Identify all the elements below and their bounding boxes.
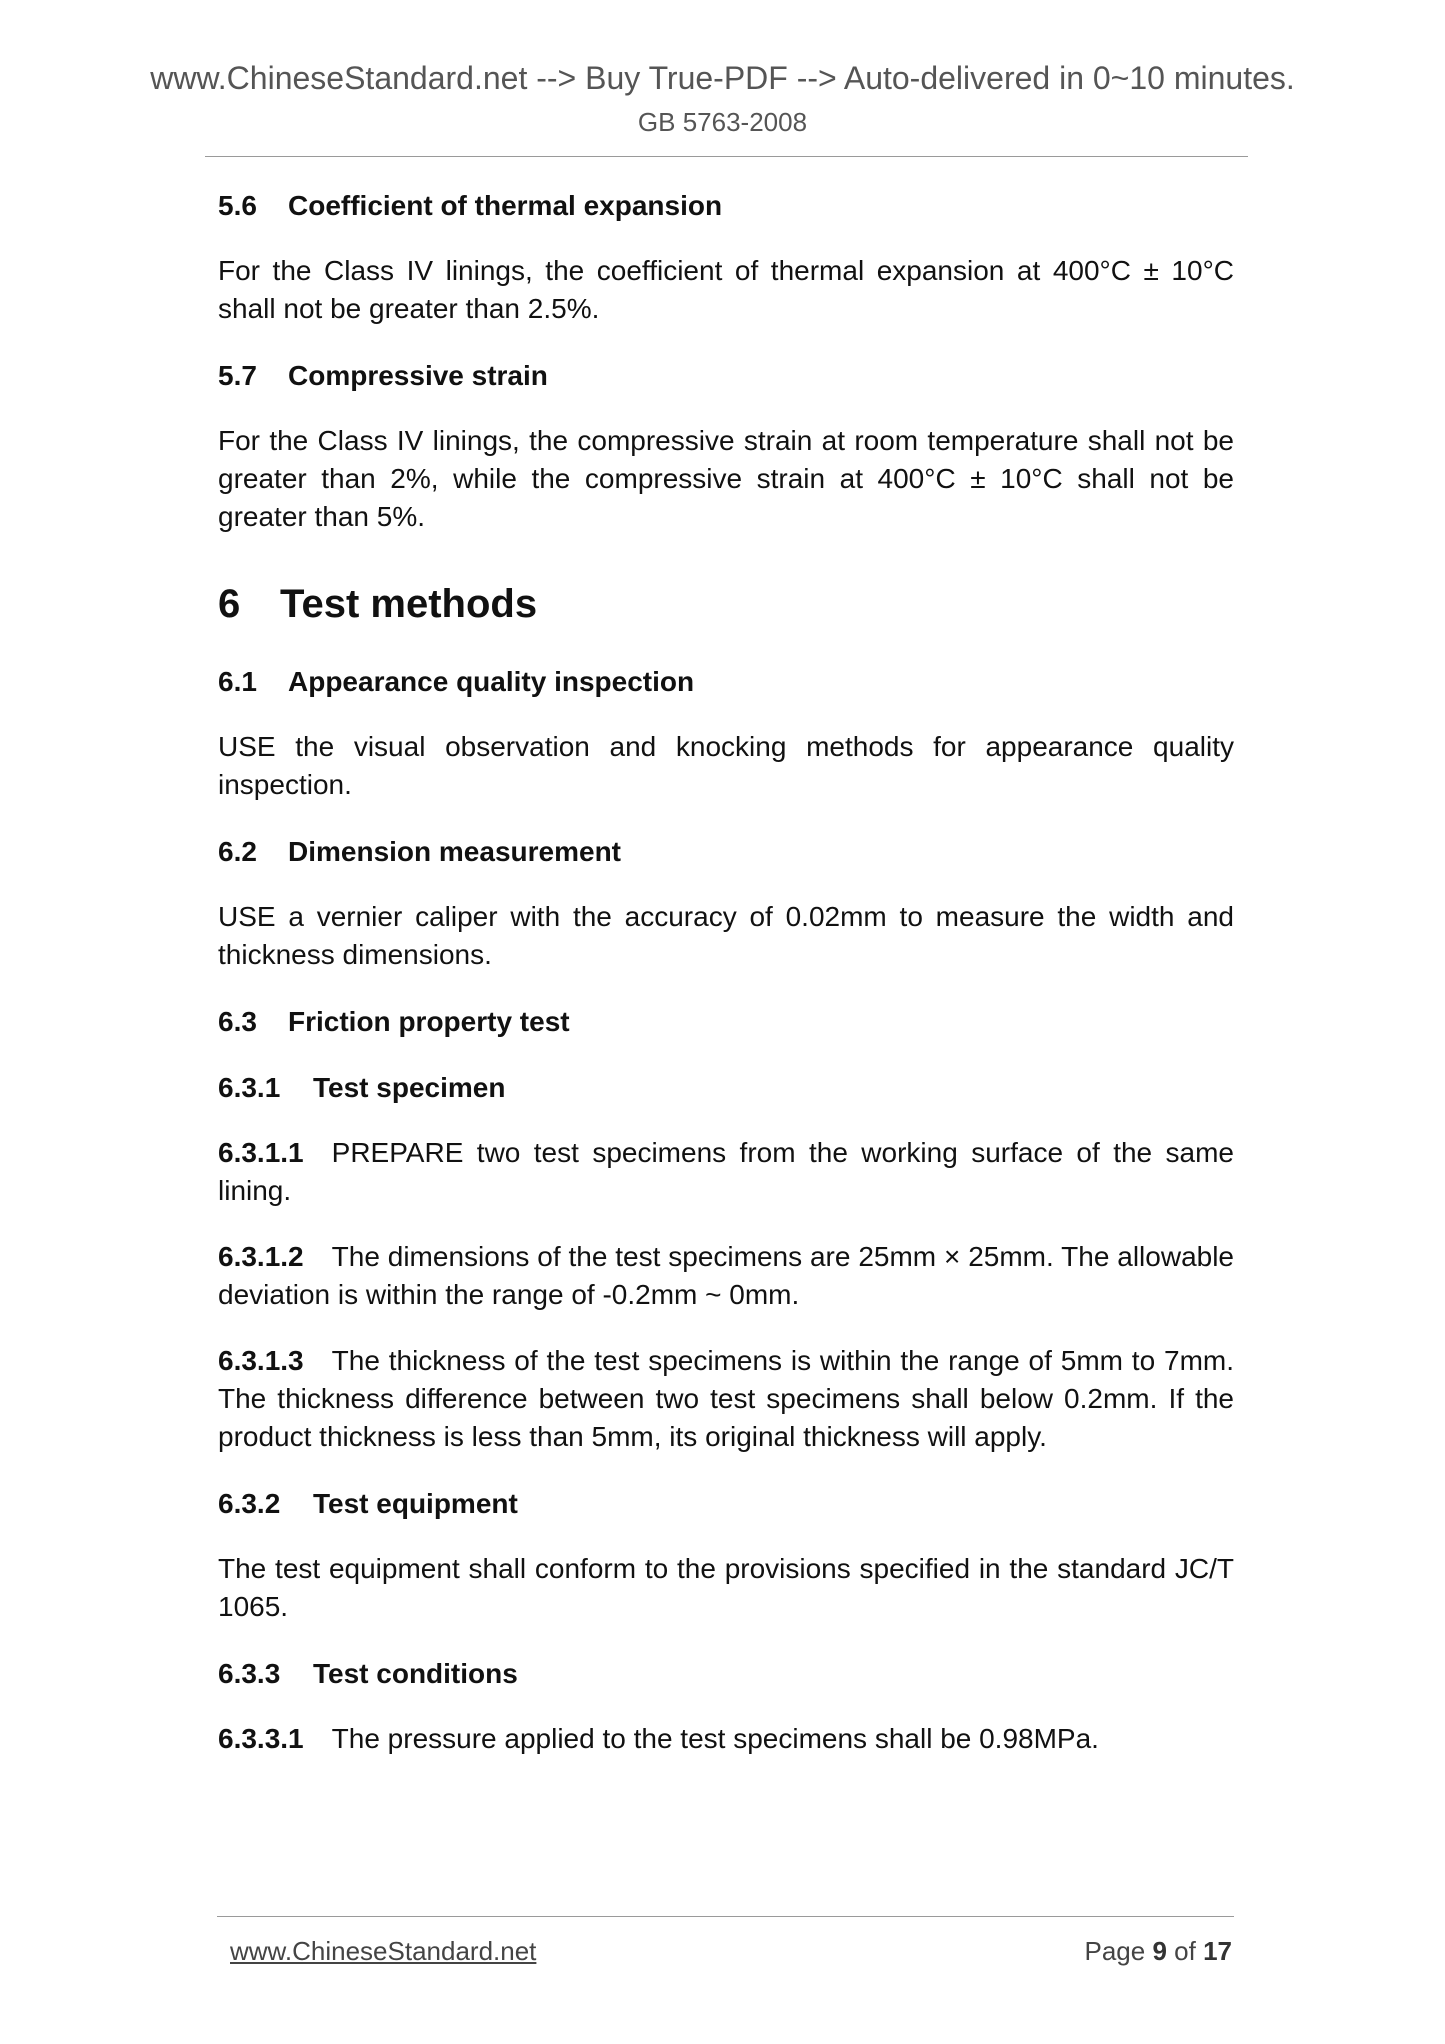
- section-number: 6.3: [218, 1006, 257, 1037]
- footer-divider: [217, 1916, 1234, 1917]
- paragraph-6-1: USE the visual observation and knocking methods for appearance quality inspection.: [218, 731, 1234, 800]
- page-word: Page: [1084, 1936, 1146, 1966]
- section-title: Friction property test: [288, 1006, 570, 1037]
- section-number: 5.7: [218, 360, 257, 391]
- clause-number: 6.3.1.3: [218, 1345, 304, 1376]
- section-heading-6-1: [218, 662, 1234, 702]
- chapter-heading-6: [218, 576, 1234, 632]
- page-of: of: [1174, 1936, 1196, 1966]
- footer-site-link[interactable]: www.ChineseStandard.net: [230, 1936, 537, 1966]
- clause-number: 6.3.1.1: [218, 1137, 304, 1168]
- section-title: Test conditions: [313, 1658, 518, 1689]
- paragraph-5-6: For the Class IV linings, the coefficient of thermal expansion at 400°C ± 10°C shall not be greater than 2.5%.: [218, 255, 1234, 324]
- paragraph-6-3-2: The test equipment shall conform to the provisions specified in the standard JC/T 1065.: [218, 1553, 1234, 1622]
- section-heading-6-2: [218, 832, 1234, 872]
- section-number: 6.2: [218, 836, 257, 867]
- clause-text: PREPARE two test specimens from the working surface of the same lining.: [218, 1137, 1234, 1206]
- clause-number: 6.3.3.1: [218, 1723, 304, 1754]
- section-title: Coefficient of thermal expansion: [288, 190, 723, 221]
- chapter-number: 6: [218, 582, 241, 626]
- chapter-title: Test methods: [280, 582, 538, 626]
- section-number: 6.3.1: [218, 1072, 281, 1103]
- section-title: Dimension measurement: [288, 836, 621, 867]
- standard-id: GB 5763-2008: [637, 107, 808, 137]
- page-indicator: [1084, 1934, 1232, 1968]
- section-heading-6-3: [218, 1002, 1234, 1042]
- clause-text: The thickness of the test specimens is within the range of 5mm to 7mm. The thickness difference between two test specimens shall below 0.2mm. If the product thickness is less than 5mm, its original thickness will apply.: [218, 1345, 1234, 1452]
- paragraph-6-3-1-3: [218, 1342, 1234, 1456]
- section-title: Compressive strain: [288, 360, 548, 391]
- page-total: 17: [1203, 1936, 1232, 1966]
- section-number: 6.1: [218, 666, 257, 697]
- document-body: [218, 186, 1234, 1758]
- section-heading-5-6: [218, 186, 1234, 226]
- paragraph-6-2: USE a vernier caliper with the accuracy of 0.02mm to measure the width and thickness dimensions.: [218, 901, 1234, 970]
- header-divider: [205, 156, 1248, 157]
- section-number: 5.6: [218, 190, 257, 221]
- section-number: 6.3.3: [218, 1658, 281, 1689]
- section-title: Test specimen: [313, 1072, 506, 1103]
- paragraph-6-3-1-1: [218, 1134, 1234, 1210]
- clause-number: 6.3.1.2: [218, 1241, 304, 1272]
- paragraph-6-3-1-2: [218, 1238, 1234, 1314]
- section-heading-6-3-3: [218, 1654, 1234, 1694]
- clause-text: The pressure applied to the test specimens shall be 0.98MPa.: [331, 1723, 1099, 1754]
- clause-text: The dimensions of the test specimens are 25mm × 25mm. The allowable deviation is within the range of -0.2mm ~ 0mm.: [218, 1241, 1234, 1310]
- page-current: 9: [1152, 1936, 1167, 1966]
- paragraph-6-3-3-1: [218, 1720, 1234, 1758]
- section-number: 6.3.2: [218, 1488, 281, 1519]
- section-heading-5-7: [218, 356, 1234, 396]
- header-banner: www.ChineseStandard.net --> Buy True-PDF --> Auto-delivered in 0~10 minutes.: [150, 60, 1295, 96]
- paragraph-5-7: For the Class IV linings, the compressive strain at room temperature shall not be greater than 2%, while the compressive strain at 400°C ± 10°C shall not be greater than 5%.: [218, 425, 1234, 532]
- section-title: Appearance quality inspection: [288, 666, 695, 697]
- section-heading-6-3-2: [218, 1484, 1234, 1524]
- section-heading-6-3-1: [218, 1068, 1234, 1108]
- section-title: Test equipment: [313, 1488, 518, 1519]
